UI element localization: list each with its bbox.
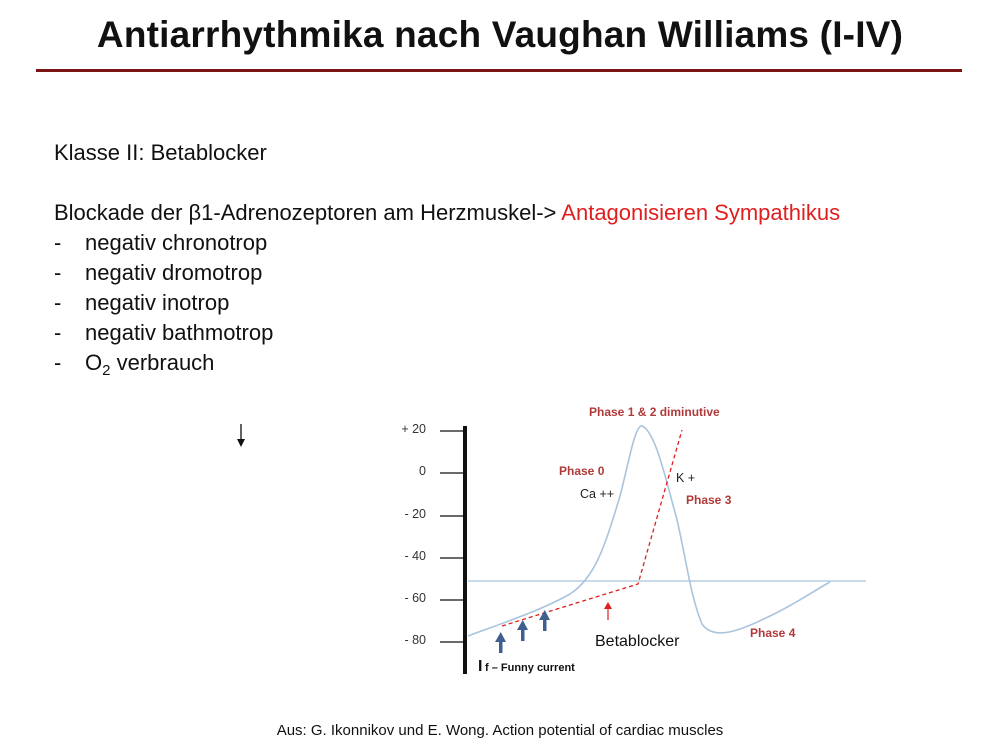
klasse-heading: Klasse II: Betablocker (54, 140, 267, 165)
bullet-dash: - (54, 230, 62, 255)
blockade-text: Blockade der β1-Adrenozeptoren am Herzmuskel-> (54, 200, 562, 225)
list-item (54, 318, 273, 348)
bullet-dash: - (54, 290, 62, 315)
action-potential-curve (468, 426, 830, 636)
title-divider (36, 69, 962, 72)
bullet-text: negativ dromotrop (85, 260, 263, 285)
down-arrow-icon (233, 424, 249, 448)
blockade-line (54, 198, 840, 228)
y-tick-label: - 40 (404, 549, 426, 563)
slide-title: Antiarrhythmika nach Vaughan Williams (I-IV) (96, 14, 904, 55)
bullet-dash: - (54, 260, 62, 285)
list-item-o2 (54, 348, 273, 386)
blockade-accent-text: Antagonisieren Sympathikus (561, 200, 841, 225)
bullet-text: negativ bathmotrop (85, 320, 274, 345)
list-item (54, 228, 273, 258)
action-potential-diagram (380, 396, 880, 686)
funny-current-i: I (478, 658, 483, 675)
bullet-text: negativ chronotrop (85, 230, 268, 255)
y-tick-label: + 20 (401, 422, 426, 436)
y-tick-label: 0 (419, 464, 426, 478)
betablocker-slope-line (502, 430, 682, 626)
k-label: K + (676, 471, 696, 485)
phase-3-label: Phase 3 (686, 493, 732, 507)
o2-text: verbrauch (110, 350, 215, 375)
o2-subscript: 2 (102, 362, 111, 379)
ca-label: Ca ++ (580, 487, 615, 501)
phase-0-label: Phase 0 (559, 464, 605, 478)
y-ticks (440, 431, 464, 642)
funny-current-label: f – Funny current (485, 662, 575, 674)
o2-symbol: O (85, 350, 103, 375)
betablocker-label: Betablocker (595, 633, 680, 650)
phase-12-label: Phase 1 & 2 diminutive (589, 405, 720, 419)
bullet-dash: - (54, 320, 62, 345)
y-tick-label: - 20 (404, 507, 426, 521)
y-tick-label: - 60 (404, 591, 426, 605)
effects-list (54, 228, 273, 386)
phase-4-label: Phase 4 (750, 626, 796, 640)
list-item (54, 288, 273, 318)
list-item (54, 258, 273, 288)
bullet-text: negativ inotrop (85, 290, 230, 315)
y-tick-label: - 80 (404, 633, 426, 647)
bullet-dash: - (54, 350, 62, 375)
source-caption: Aus: G. Ikonnikov und E. Wong. Action potential of cardiac muscles (276, 722, 724, 739)
betablocker-arrow-icon (604, 602, 612, 620)
